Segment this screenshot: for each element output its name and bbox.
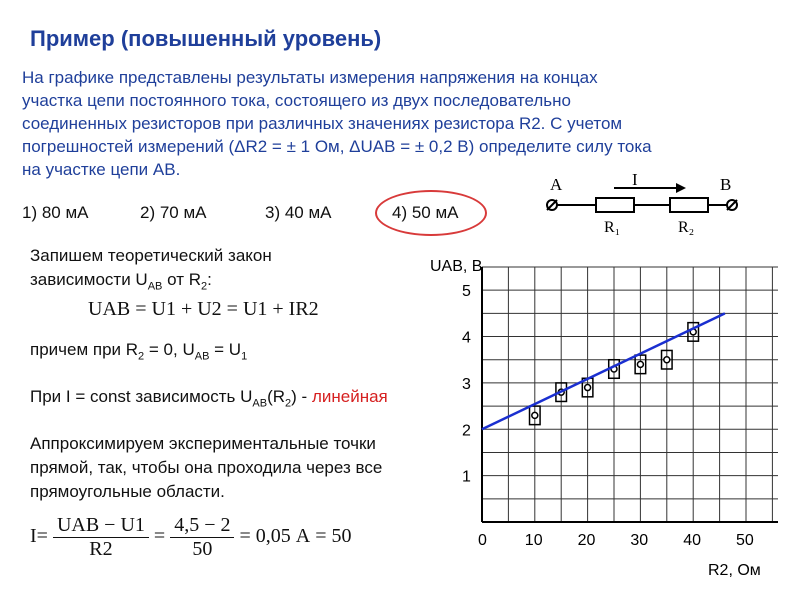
circuit-label-a: A [550,175,563,194]
y-axis-label: UAB, В [430,258,483,275]
data-point [585,385,591,391]
problem-line: участка цепи постоянного тока, состоящего из двух последовательно [22,91,571,110]
frac1-denominator: R2 [89,538,113,560]
page-title: Пример (повышенный уровень) [30,26,382,51]
formula-current: I= $\frac{\text{UAB − U1}}{R2}$ = $\frac{4,5 - 2}{50}$ = 0,05 А = 50 [30,514,352,560]
y-tick-label: 5 [462,283,471,301]
x-axis-label: R2, Ом [708,562,761,579]
problem-line: погрешностей измерений (ΔR2 = ± 1 Ом, ΔUAB = ± 0,2 В) определите силу тока [22,137,652,156]
x-tick-label: 0 [478,532,487,549]
voltage-resistance-chart [410,245,800,600]
chart-tick-labels [462,283,754,549]
approx-line-1: Аппроксимируем экспериментальные точки [30,434,376,453]
problem-line: На графике представлены результаты измерения напряжения на концах [22,68,598,87]
chart-grid [482,267,778,522]
formula-uab: UAB = U1 + U2 = U1 + IR2 [88,298,319,320]
current-arrow-head [676,183,686,193]
resistor-r2 [670,198,708,212]
x-tick-label: 30 [630,532,649,549]
chart-axes [482,267,778,522]
correct-answer-highlight [375,190,487,236]
when-r2-zero: причем при $R_2 = 0$, $U_{AB} = U_1$ [30,340,248,363]
circuit-label-r2: R₂ [678,219,695,236]
data-point [637,361,643,367]
answer-option-3: 3) 40 мА [265,203,332,222]
approx-line-3: прямоугольные области. [30,482,225,501]
law-line-2: зависимости $U_{AB}$ от $R_2$: [30,270,212,293]
circuit-diagram [530,168,760,240]
x-tick-label: 20 [577,532,596,549]
answer-option-2: 2) 70 мА [140,203,207,222]
frac2-denominator: 50 [192,538,213,560]
fit-line [482,313,725,429]
x-tick-label: 40 [683,532,701,549]
problem-statement [22,66,762,181]
linear-dependence: При I = const зависимость $U_{AB}(R_2)$ - линейная [30,387,388,410]
y-tick-label: 2 [462,422,471,440]
approx-line-2: прямой, так, чтобы она проходила через все [30,458,383,477]
circuit-label-r1: R₁ [604,219,621,236]
x-tick-label: 10 [524,532,543,549]
chart-fit-line [482,313,725,429]
answer-option-1: 1) 80 мА [22,203,89,222]
resistor-r1 [596,198,634,212]
problem-line: на участке цепи AB. [22,160,181,179]
frac1-numerator: UAB − U1 [53,514,149,538]
data-point [664,357,670,363]
y-tick-label: 4 [462,329,471,347]
frac2-numerator: 4,5 − 2 [170,514,234,538]
y-tick-label: 3 [462,375,471,393]
y-tick-label: 1 [462,468,471,486]
circuit-label-i: I [632,170,638,189]
problem-line: соединенных резисторов при различных значениях резистора R2. С учетом [22,114,623,133]
law-line-1: Запишем теоретический закон [30,246,272,265]
answer-option-4: 4) 50 мА [392,203,459,222]
data-point [532,412,538,418]
x-tick-label: 50 [736,532,754,549]
circuit-label-b: B [720,175,732,194]
